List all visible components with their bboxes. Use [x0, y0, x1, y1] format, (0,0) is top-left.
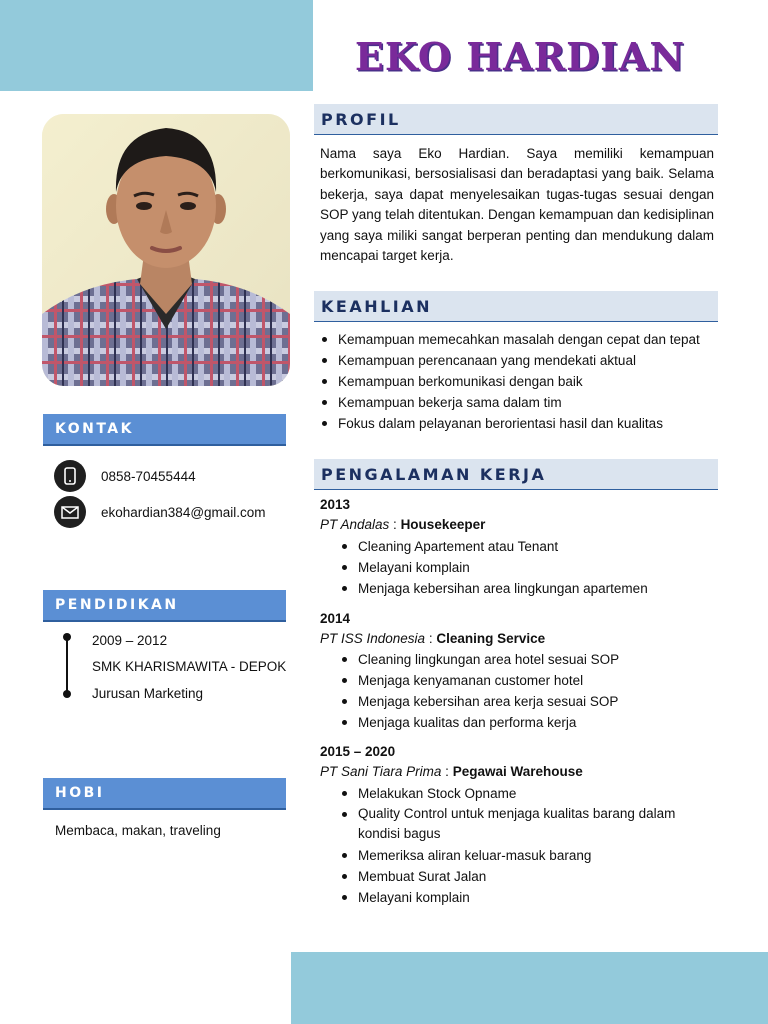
education-major: Jurusan Marketing	[92, 686, 204, 701]
list-item: Kemampuan memecahkan masalah dengan cepat dan tepat	[320, 329, 700, 350]
list-item: Quality Control untuk menjaga kualitas barang dalam kondisi bagus	[340, 804, 710, 844]
job-company-line	[320, 764, 583, 779]
list-item: Cleaning lingkungan area hotel sesuai SOP	[340, 649, 619, 670]
job-task-list	[340, 783, 710, 908]
pengalaman-header: PENGALAMAN KERJA	[314, 459, 718, 490]
timeline-line	[66, 637, 68, 695]
list-item: Melayani komplain	[340, 887, 710, 908]
phone-number: 0858-70455444	[101, 468, 196, 484]
list-item: Menjaga kualitas dan performa kerja	[340, 712, 619, 733]
list-item: Kemampuan perencanaan yang mendekati aktual	[320, 350, 700, 371]
list-item: Melayani komplain	[340, 557, 648, 578]
company-name: PT ISS Indonesia	[320, 631, 426, 646]
email-contact	[54, 496, 266, 528]
job-position: Cleaning Service	[436, 631, 546, 646]
candidate-name: EKO HARDIAN	[354, 34, 686, 79]
hobi-header: HOBI	[43, 778, 286, 810]
list-item: Cleaning Apartement atau Tenant	[340, 536, 648, 557]
kontak-header: KONTAK	[43, 414, 286, 446]
list-item: Kemampuan berkomunikasi dengan baik	[320, 371, 700, 392]
email-icon	[54, 496, 86, 528]
list-item: Fokus dalam pelayanan berorientasi hasil dan kualitas	[320, 413, 700, 434]
list-item: Menjaga kebersihan area kerja sesuai SOP	[340, 691, 619, 712]
list-item: Menjaga kebersihan area lingkungan apartemen	[340, 578, 648, 599]
company-separator: :	[389, 517, 401, 532]
job-company-line	[320, 517, 485, 532]
profil-text: Nama saya Eko Hardian. Saya memiliki kemampuan berkomunikasi, bersosialisasi dan beradaptasi yang baik. Selama bekerja, saya dapat menyelesaikan tugas-tugas sesuai dengan SOP yang telah ditentukan. Dengan kemampuan dan kedisiplinan yang saya miliki sangat berperan penting dan mendukung dalam mencapai target kerja.	[320, 146, 714, 264]
company-separator: :	[425, 631, 437, 646]
education-years: 2009 – 2012	[92, 633, 168, 648]
list-item: Memeriksa aliran keluar-masuk barang	[340, 845, 710, 866]
job-position: Housekeeper	[400, 517, 486, 532]
company-separator: :	[441, 764, 453, 779]
profile-photo	[42, 114, 290, 386]
keahlian-list	[320, 329, 700, 434]
school-location: - DEPOK	[227, 659, 287, 674]
timeline-dot-bottom	[63, 690, 71, 698]
phone-contact	[54, 460, 196, 492]
profil-header: PROFIL	[314, 104, 718, 135]
list-item: Menjaga kenyamanan customer hotel	[340, 670, 619, 691]
pendidikan-header: PENDIDIKAN	[43, 590, 286, 622]
decorative-top-block	[0, 0, 313, 91]
decorative-bottom-block	[291, 952, 768, 1024]
keahlian-header: KEAHLIAN	[314, 291, 718, 322]
job-year: 2013	[320, 497, 351, 512]
job-year: 2015 – 2020	[320, 744, 396, 759]
education-school	[92, 659, 286, 674]
list-item: Melakukan Stock Opname	[340, 783, 710, 804]
list-item: Kemampuan bekerja sama dalam tim	[320, 392, 700, 413]
hobi-text: Membaca, makan, traveling	[55, 823, 221, 838]
email-address[interactable]: ekohardian384@gmail.com	[101, 504, 266, 520]
phone-icon	[54, 460, 86, 492]
job-company-line	[320, 631, 545, 646]
timeline-dot-top	[63, 633, 71, 641]
job-position: Pegawai Warehouse	[452, 764, 583, 779]
job-task-list	[340, 536, 648, 599]
job-year: 2014	[320, 611, 351, 626]
list-item: Membuat Surat Jalan	[340, 866, 710, 887]
school-name: SMK KHARISMAWITA	[92, 659, 228, 674]
company-name: PT Andalas	[320, 517, 390, 532]
job-task-list	[340, 649, 619, 733]
company-name: PT Sani Tiara Prima	[320, 764, 442, 779]
